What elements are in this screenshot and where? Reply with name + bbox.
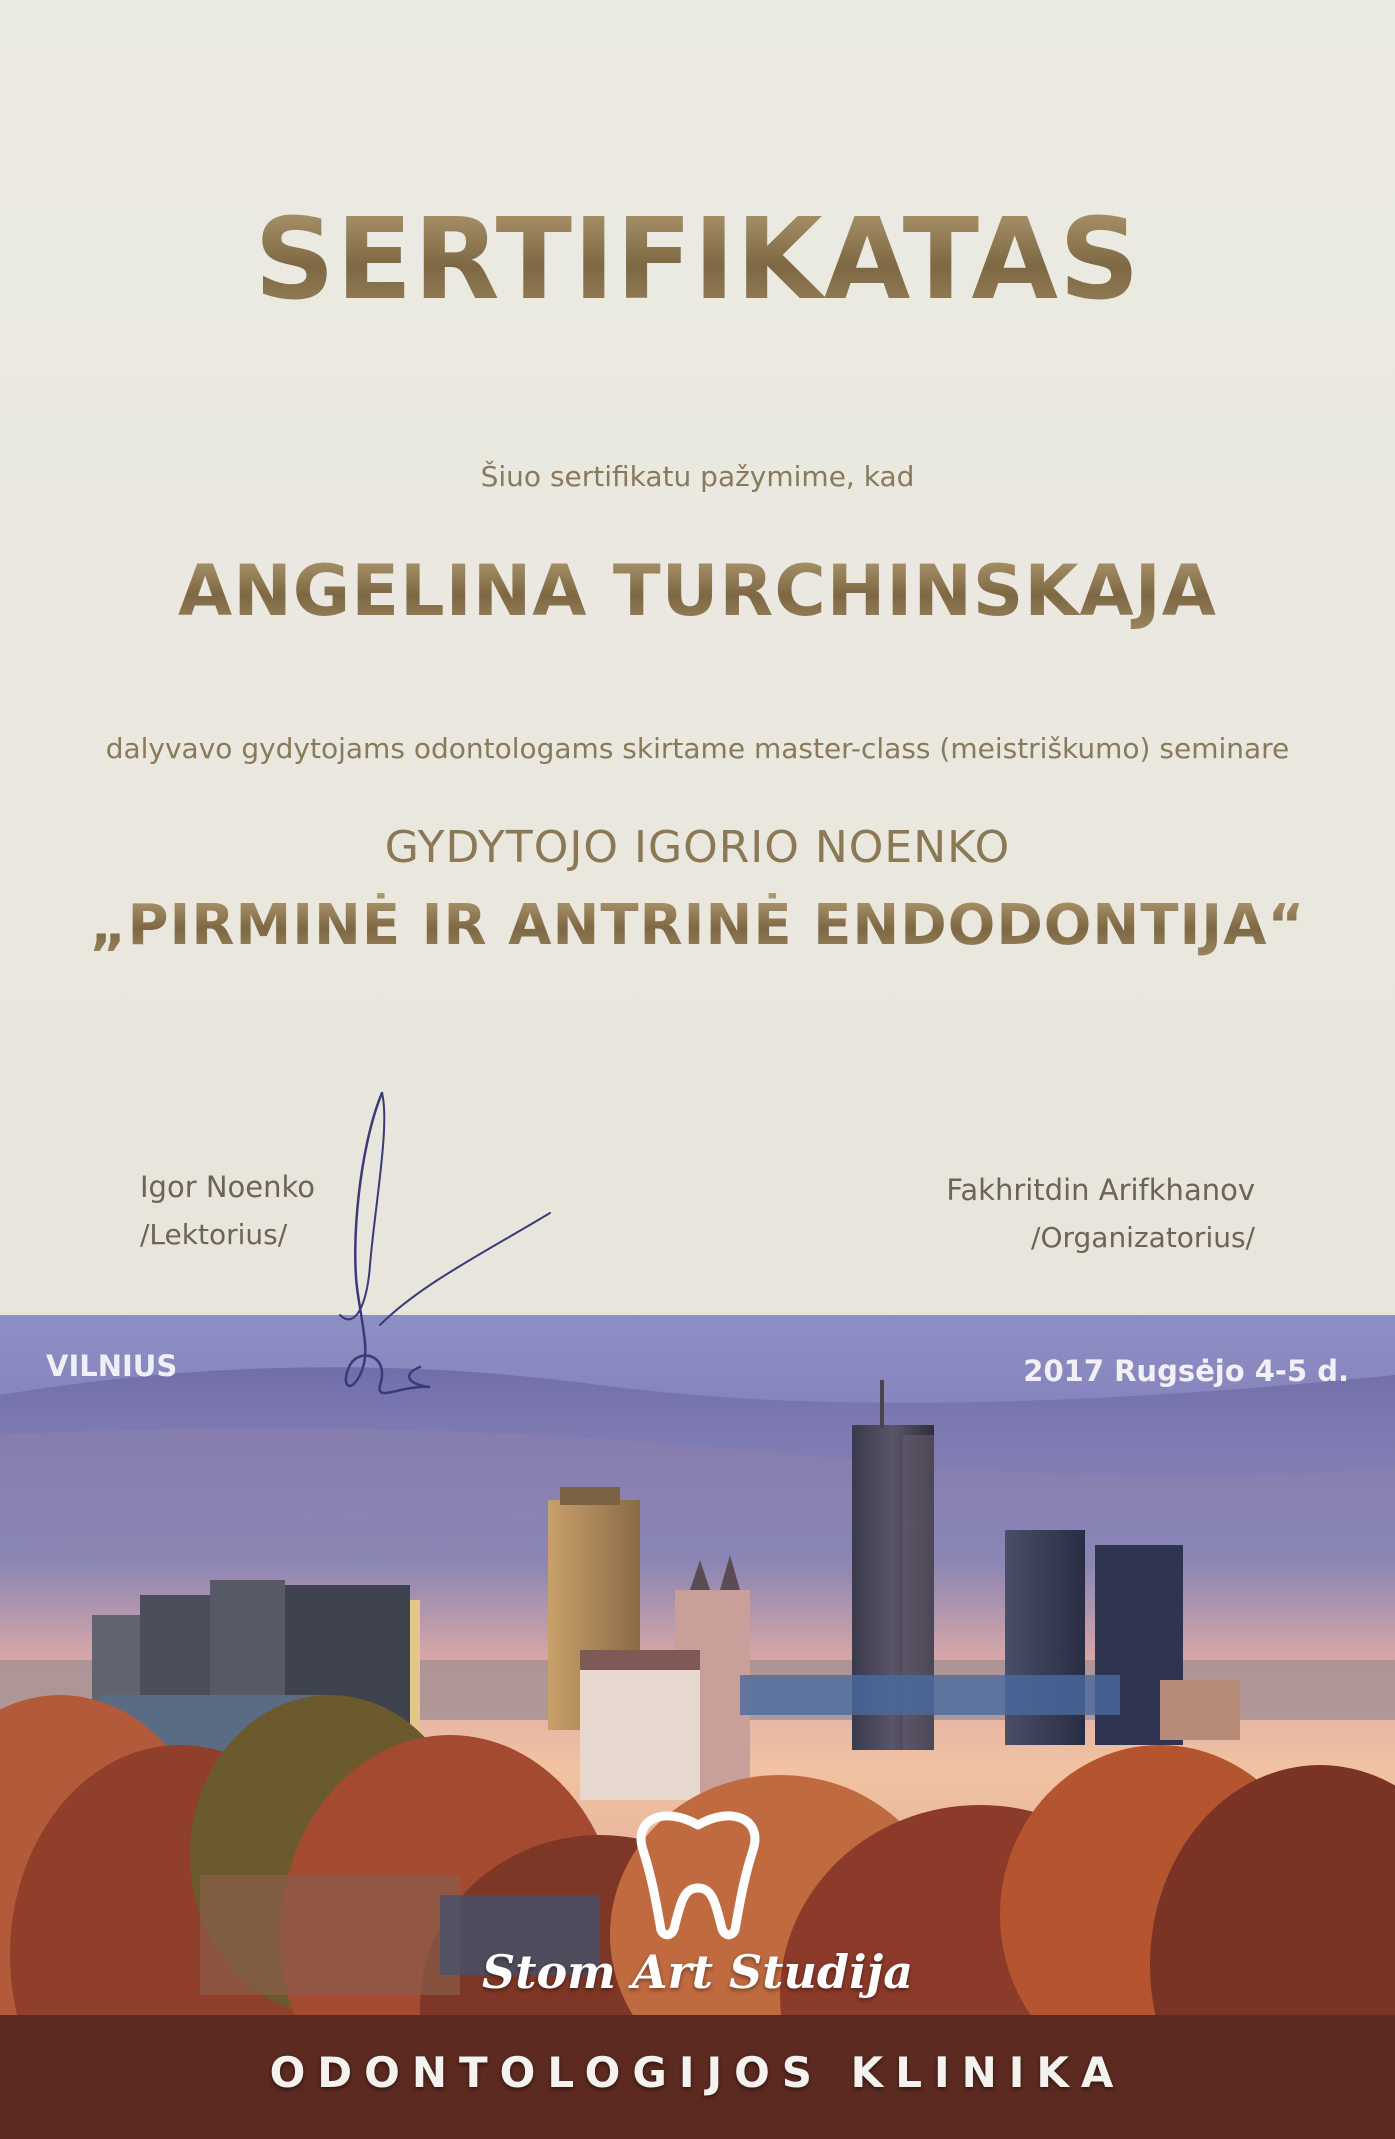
tooth-icon [623,1800,773,1940]
skyline-illustration [0,1315,1395,2139]
organizer-role: /Organizatorius/ [1031,1221,1255,1254]
city-skyline-photo [0,1315,1395,2139]
organizer-block [946,1166,1255,1262]
recipient-name: ANGELINA TURCHINSKAJA [0,550,1395,632]
lecturer-role: /Lektorius/ [140,1218,288,1251]
organizer-name: Fakhritdin Arifkhanov [946,1173,1255,1207]
certificate-title: SERTIFIKATAS [0,195,1395,325]
lecturer-block [140,1163,315,1259]
signature [320,1085,560,1415]
seminar-title: „PIRMINĖ IR ANTRINĖ ENDODONTIJA“ [0,893,1395,958]
logo-text: Stom Art Studija [481,1945,914,1999]
clinic-logo [0,1800,1395,1944]
city-label: VILNIUS [46,1349,178,1383]
lecturer-name: Igor Noenko [140,1170,316,1204]
intro-text: Šiuo sertifikatu pažymime, kad [480,460,915,493]
event-date: 2017 Rugsėjo 4-5 d. [1023,1354,1349,1388]
clinic-name: ODONTOLOGIJOS KLINIKA [269,2048,1126,2097]
lecturer-line: GYDYTOJO IGORIO NOENKO [384,822,1011,873]
description-text: dalyvavo gydytojams odontologams skirtame master-class (meistriškumo) seminare [105,732,1290,765]
